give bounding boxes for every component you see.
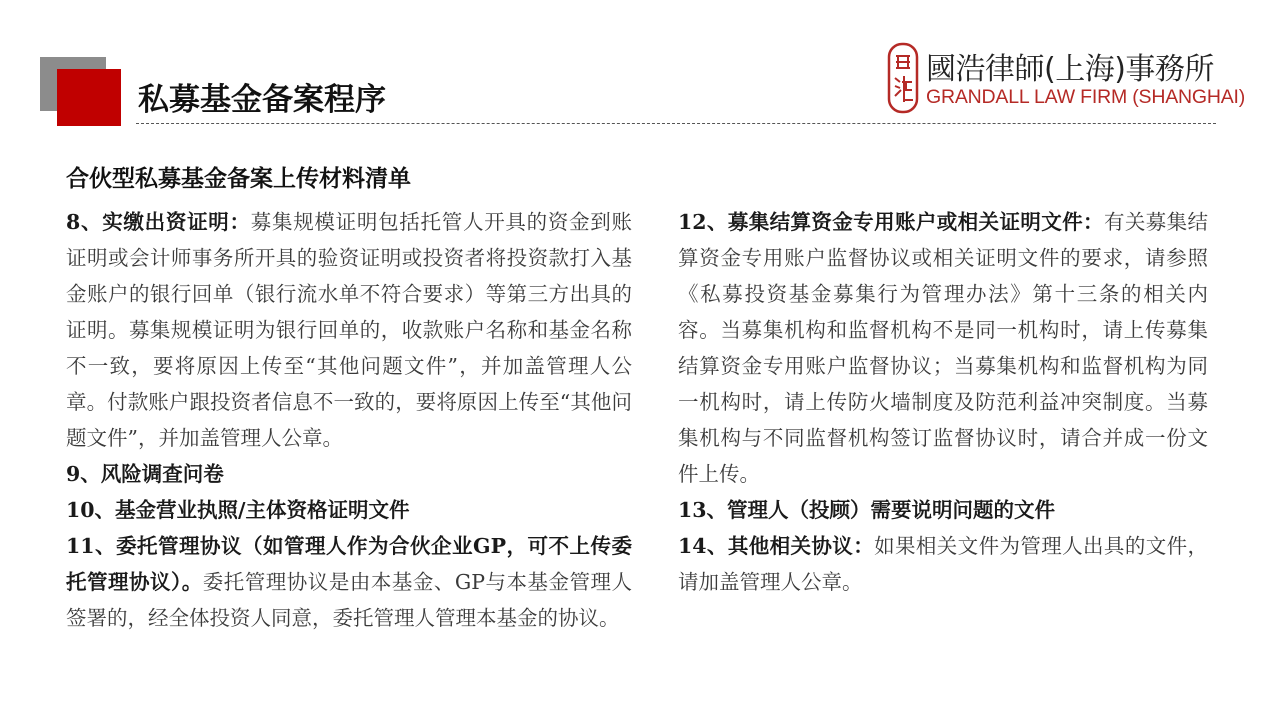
list-item <box>66 456 632 492</box>
item-title: 8、实缴出资证明 <box>66 210 230 234</box>
item-title: 11、委托管理协议（如管理人作为合伙企业GP，可不上传委托管理协议） <box>66 534 632 594</box>
firm-logo <box>886 42 1246 116</box>
item-title: 9、风险调查问卷 <box>66 462 224 486</box>
right-column <box>678 204 1208 600</box>
header-divider <box>136 123 1216 124</box>
seal-icon <box>886 42 920 114</box>
header-decor-red-block <box>57 69 121 126</box>
firm-name-english: GRANDALL LAW FIRM (SHANGHAI) <box>926 86 1246 108</box>
item-title: 13、管理人（投顾）需要说明问题的文件 <box>678 498 1056 522</box>
item-title: 14、其他相关协议 <box>678 534 854 558</box>
item-description: 有关募集结算资金专用账户监督协议或相关证明文件的要求，请参照《私募投资基金募集行为管理办法》第十三条的相关内容。当募集机构和监督机构不是同一机构时，请上传募集结算资金专用账户监督协议；当募集机构和监督机构为同一机构时，请上传防火墙制度及防范利益冲突制度。当募集机构与不同监督机构签订监督协议时，请合并成一份文件上传。 <box>678 210 1209 486</box>
section-heading: 合伙型私募基金备案上传材料清单 <box>66 165 411 192</box>
list-item <box>66 528 632 636</box>
list-item <box>678 204 1208 492</box>
item-separator: ： <box>1083 210 1104 234</box>
item-separator: 。 <box>181 570 203 594</box>
list-item <box>66 492 632 528</box>
item-separator: ： <box>229 210 251 234</box>
firm-name-chinese: 國浩律師(上海)事務所 <box>926 52 1214 87</box>
list-item <box>678 528 1208 600</box>
item-title: 12、募集结算资金专用账户或相关证明文件 <box>678 210 1084 234</box>
item-description: 委托管理协议是由本基金、GP与本基金管理人签署的，经全体投资人同意，委托管理人管理本基金的协议。 <box>66 570 633 630</box>
slide-title: 私募基金备案程序 <box>138 82 386 118</box>
list-item <box>678 492 1208 528</box>
left-column <box>66 204 632 636</box>
item-description: 募集规模证明包括托管人开具的资金到账证明或会计师事务所开具的验资证明或投资者将投资款打入基金账户的银行回单（银行流水单不符合要求）等第三方出具的证明。募集规模证明为银行回单的，收款账户名称和基金名称不一致，要将原因上传至“其他问题文件”，并加盖管理人公章。付款账户跟投资者信息不一致的，要将原因上传至“其他问题文件”，并加盖管理人公章。 <box>66 210 633 450</box>
list-item <box>66 204 632 456</box>
item-title: 10、基金营业执照/主体资格证明文件 <box>66 498 410 522</box>
item-description: 如果相关文件为管理人出具的文件，请加盖管理人公章。 <box>678 534 1209 594</box>
item-separator: ： <box>853 534 875 558</box>
